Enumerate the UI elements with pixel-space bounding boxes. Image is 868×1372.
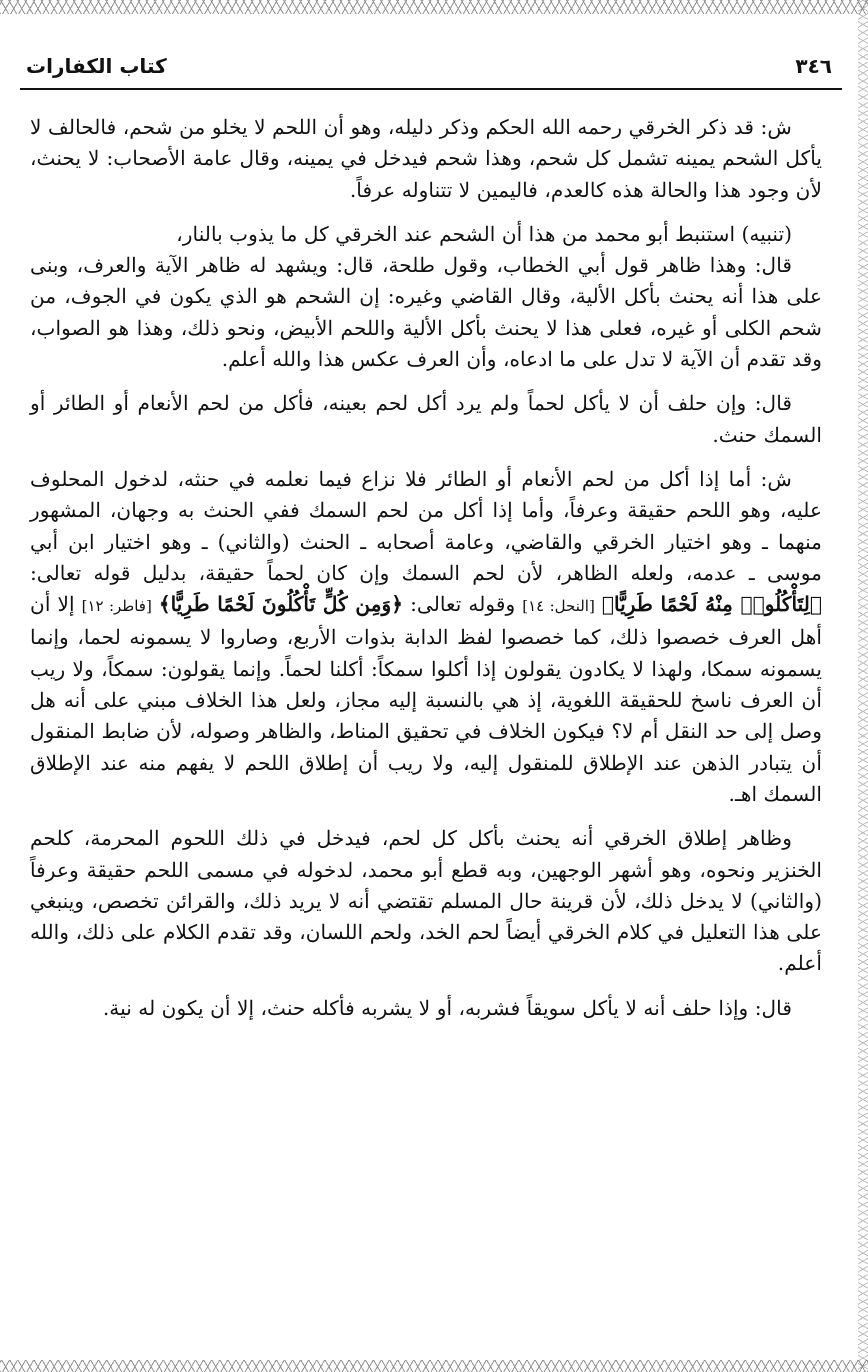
paragraph-5-connector: وقوله تعالى: — [410, 592, 516, 617]
verse-1-reference: [النحل: ١٤] — [522, 597, 595, 616]
verse-2-reference: [فاطر: ١٢] — [81, 597, 152, 616]
paragraph-4: قال: وإن حلف أن لا يأكل لحماً ولم يرد أكل لحم بعينه، فأكل من لحم الأنعام أو الطائر أو السمك حنث. — [30, 391, 822, 447]
paragraph-5-text: ش: أما إذا أكل من لحم الأنعام أو الطائر فلا نزاع فيما نعلمه في حنثه، لدخول المحلوف عليه، وهو اللحم حقيقة وعرفاً، وأما إذا أكل من لحم السمك ففي الحنث به وجهان، المشهور منهما ـ وهو اختيار الخرقي والقاضي، وعامة أصحابه ـ الحنث (والثاني) ـ وهو اختيار ابن أبي موسى ـ عدمه، ولعله الظاهر، لأن لحم السمك وإن كان لحماً حقيقة، بدليل قوله تعالى: — [30, 466, 822, 585]
paragraph-5-continuation: إلا أن أهل العرف خصصوا ذلك، كما خصصوا لفظ الدابة بذوات الأربع، وصاروا لا يسمونه لحما، وإنما يسمونه سمكا، ولهذا لا يكادون يقولون إذا أكلوا سمكاً: أكلنا لحماً. وإنما يقولون: سمكاً، ولا ريب أن العرف ناسخ للحقيقة اللغوية، إذ هي بالنسبة إليه مجاز، ولعل هذا الخلاف مبني على أنه هل وصل إلى حد النقل أم لا؟ فيكون الخلاف في تحقيق المناط، والظاهر وصوله، لأن ضابط المنقول أن يتبادر الذهن عند الإطلاق للمنقول إليه، ولا ريب أن إطلاق اللحم لا يفهم منه عند الإطلاق السمك اهـ. — [30, 592, 822, 806]
page-number: ٣٤٦ — [795, 54, 832, 78]
paragraph-5 — [30, 464, 822, 810]
paragraph-6: وظاهر إطلاق الخرقي أنه يحنث بأكل كل لحم، فيدخل في ذلك اللحوم المحرمة، كلحم الخنزير ونحوه، وهو أشهر الوجهين، وبه قطع أبو محمد، لدخوله في مسمى اللحم حقيقة وعرفاً (والثاني) لا يدخل ذلك، لأن قرينة حال المسلم تقتضي أنه لا يريد ذلك، والقرائن تخصص، وينبغي على هذا التعليل في كلام الخرقي أيضاً لحم الخد، ولحم اللسان، وقد تقدم الكلام على ذلك، والله أعلم. — [30, 826, 822, 976]
decorative-border-right — [858, 0, 868, 1372]
decorative-border-top — [0, 0, 868, 14]
decorative-border-bottom — [0, 1360, 868, 1372]
page-header — [20, 50, 842, 90]
paragraph-1: ش: قد ذكر الخرقي رحمه الله الحكم وذكر دليله، وهو أن اللحم لا يخلو من شحم، فالحالف لا يأكل الشحم يمينه تشمل كل شحم، وهذا شحم فيدخل في يمينه، وقال عامة الأصحاب: لا يحنث، لأن وجود هذا والحالة هذه كالعدم، فاليمين لا تتناوله عرفاً. — [30, 115, 822, 202]
paragraph-3: قال: وهذا ظاهر قول أبي الخطاب، وقول طلحة، قال: ويشهد له ظاهر الآية والعرف، وبنى على هذا أنه يحنث بأكل الألية، وقال القاضي وغيره: إن الشحم هو الذي يكون في الجوف، من شحم الكلى أو غيره، فعلى هذا لا يحنث بأكل الألية واللحم الأبيض، ونحو ذلك، وهذا هو الصواب، وقد تقدم أن الآية لا تدل على ما ادعاه، وأن العرف عكس هذا والله أعلم. — [30, 253, 822, 372]
quran-verse-2: ﴿وَمِن كُلٍّ تَأْكُلُونَ لَحْمًا طَرِيًّا﴾ — [158, 592, 404, 617]
book-title: كتاب الكفارات — [26, 54, 167, 78]
page-body — [30, 112, 822, 1024]
paragraph-7: قال: وإذا حلف أنه لا يأكل سويقاً فشربه، أو لا يشربه فأكله حنث، إلا أن يكون له نية. — [102, 995, 792, 1020]
quran-verse-1: ﴿لِتَأْكُلُوا۟ مِنْهُ لَحْمًا طَرِيًّا﴾ — [601, 592, 822, 617]
paragraph-2: (تنبيه) استنبط أبو محمد من هذا أن الشحم عند الخرقي كل ما يذوب بالنار، — [176, 221, 792, 246]
